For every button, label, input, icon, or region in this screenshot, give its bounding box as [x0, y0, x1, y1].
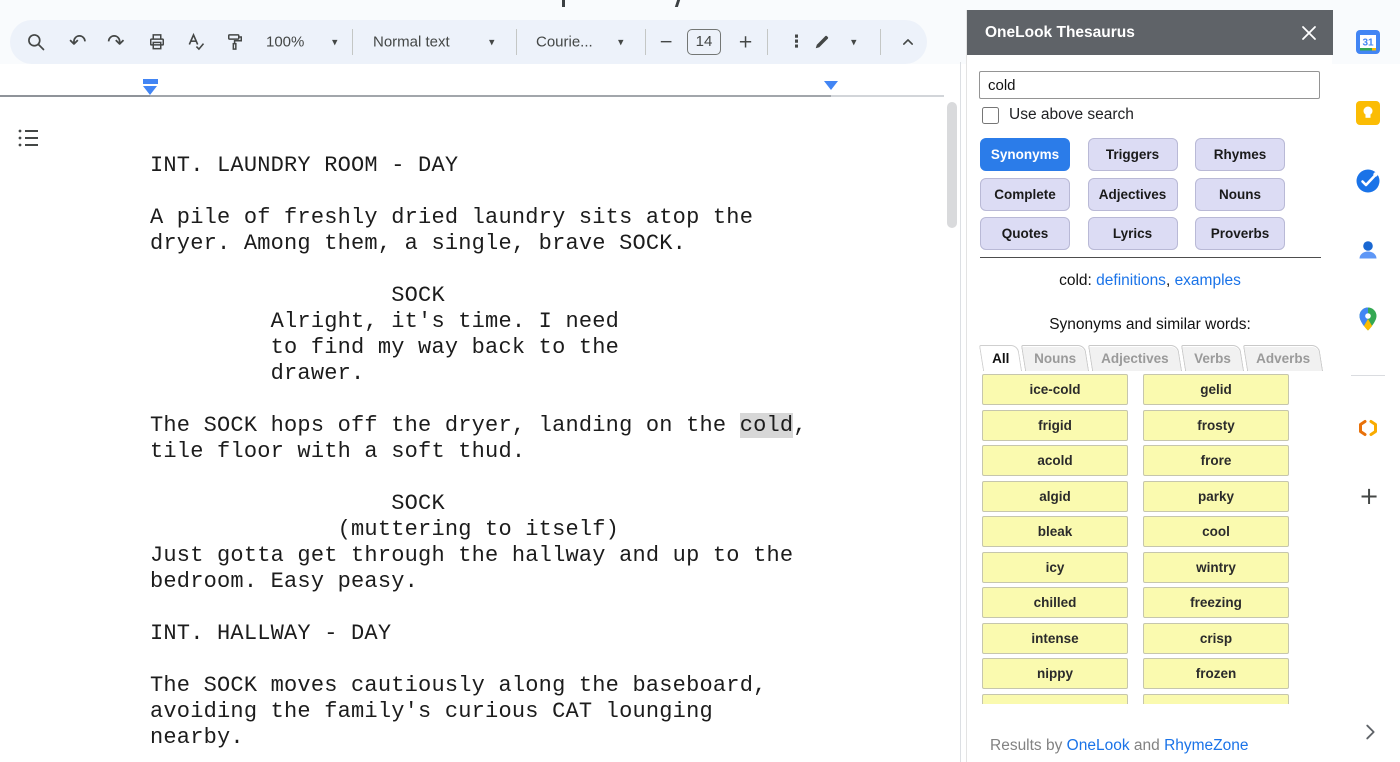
action-line[interactable]: dryer. Among them, a single, brave SOCK. [150, 231, 687, 256]
rhymezone-link[interactable]: RhymeZone [1164, 737, 1249, 754]
tab-verbs[interactable]: Verbs [1181, 345, 1244, 371]
left-indent-marker[interactable] [143, 86, 157, 95]
word-button[interactable]: chilled [982, 587, 1128, 618]
panel-separator [960, 62, 961, 762]
chevron-down-icon[interactable]: ▾ [851, 35, 857, 49]
ruler-line [0, 95, 150, 97]
contacts-icon[interactable] [1355, 237, 1381, 263]
collapse-toolbar-icon[interactable] [898, 32, 918, 52]
toolbar-divider [645, 29, 646, 55]
dialogue-line[interactable]: drawer. [150, 361, 365, 386]
tab-all[interactable]: All [979, 345, 1022, 371]
decrease-font-size-button[interactable]: − [659, 32, 674, 52]
onelook-thesaurus-panel [966, 10, 1332, 762]
highlighted-word[interactable]: cold [739, 413, 794, 438]
action-line[interactable]: The SOCK moves cautiously along the baseboard, [150, 673, 767, 698]
chevron-down-icon[interactable]: ▾ [489, 35, 495, 49]
chevron-down-icon[interactable]: ▾ [332, 35, 338, 49]
pos-tabs [981, 344, 1324, 371]
character-cue[interactable]: SOCK [150, 283, 445, 308]
word-button[interactable]: icy [982, 552, 1128, 583]
triggers-button[interactable]: Triggers [1088, 138, 1178, 171]
action-line[interactable]: tile floor with a soft thud. [150, 439, 526, 464]
adjectives-button[interactable]: Adjectives [1088, 178, 1178, 211]
addon-icon[interactable] [1355, 415, 1381, 441]
synonym-list [982, 374, 1322, 704]
parenthetical-line[interactable]: (muttering to itself) [150, 517, 620, 542]
close-icon[interactable] [1297, 21, 1321, 45]
style-name: Normal text [373, 33, 450, 51]
complete-button[interactable]: Complete [980, 178, 1070, 211]
chevron-down-icon[interactable]: ▾ [618, 35, 624, 49]
document-outline-icon[interactable] [16, 126, 40, 150]
character-cue[interactable]: SOCK [150, 491, 445, 516]
print-icon[interactable] [147, 32, 167, 52]
action-line-with-highlight[interactable]: The SOCK hops off the dryer, landing on the cold, [150, 413, 807, 438]
scene-heading[interactable]: INT. LAUNDRY ROOM - DAY [150, 153, 459, 178]
editing-mode-pen-icon[interactable] [812, 32, 832, 52]
word-button[interactable]: frore [1143, 445, 1289, 476]
onelook-link[interactable]: OneLook [1066, 737, 1130, 754]
action-line[interactable]: nearby. [150, 725, 244, 750]
panel-divider [980, 257, 1321, 258]
svg-text:31: 31 [1362, 37, 1374, 49]
section-title: Synonyms and similar words: [1049, 316, 1251, 333]
word-button[interactable]: frigid [982, 410, 1128, 441]
examples-link[interactable]: examples [1174, 272, 1241, 289]
word-button[interactable]: frozen [1143, 658, 1289, 689]
word-button[interactable]: parky [1143, 481, 1289, 512]
font-size-input[interactable]: 14 [687, 29, 721, 55]
undo-icon[interactable]: ↶ [69, 30, 87, 54]
toolbar [10, 20, 927, 64]
dialogue-line[interactable]: to find my way back to the [150, 335, 620, 360]
font-name: Courie... [536, 33, 593, 51]
quotes-button[interactable]: Quotes [980, 217, 1070, 250]
word-button[interactable]: intense [982, 623, 1128, 654]
document-scrollbar[interactable] [947, 102, 957, 228]
word-button[interactable]: acold [982, 445, 1128, 476]
redo-icon[interactable]: ↷ [107, 30, 125, 54]
dialogue-line[interactable]: bedroom. Easy peasy. [150, 569, 419, 594]
cropped-menu-text [562, 0, 565, 7]
paint-format-icon[interactable] [225, 32, 245, 52]
paragraph-style-select[interactable] [373, 34, 450, 51]
use-above-search-checkbox[interactable] [982, 107, 999, 124]
word-button[interactable]: frosty [1143, 410, 1289, 441]
ruler-line [831, 95, 944, 97]
tasks-icon[interactable] [1355, 168, 1381, 194]
tab-adverbs[interactable]: Adverbs [1243, 345, 1323, 371]
tab-nouns[interactable]: Nouns [1021, 345, 1089, 371]
spellcheck-icon[interactable] [186, 32, 206, 52]
cropped-menu-text [675, 0, 680, 7]
nouns-button[interactable]: Nouns [1195, 178, 1285, 211]
toolbar-divider [880, 29, 881, 55]
word-button[interactable]: bleak [982, 516, 1128, 547]
thesaurus-search-input[interactable] [979, 71, 1320, 99]
word-definition-line: cold: definitions, examples [1059, 272, 1241, 289]
word-button[interactable]: wintry [1143, 552, 1289, 583]
word-button[interactable]: algid [982, 481, 1128, 512]
increase-font-size-button[interactable]: + [738, 31, 754, 53]
font-select[interactable] [536, 34, 593, 51]
word-button[interactable]: freezing [1143, 587, 1289, 618]
word-button[interactable]: crisp [1143, 623, 1289, 654]
dialogue-line[interactable]: Alright, it's time. I need [150, 309, 620, 334]
plus-icon[interactable]: + [1358, 482, 1380, 510]
search-icon[interactable] [26, 32, 46, 52]
toolbar-divider [767, 29, 768, 55]
rhymes-button[interactable]: Rhymes [1195, 138, 1285, 171]
right-indent-marker[interactable] [824, 81, 838, 90]
checkbox-label: Use above search [1009, 106, 1134, 123]
action-line[interactable]: A pile of freshly dried laundry sits atop the [150, 205, 754, 230]
toolbar-divider [352, 29, 353, 55]
ruler-line [150, 95, 831, 97]
more-options-icon[interactable]: ⋮ [788, 32, 805, 52]
dialogue-line[interactable]: Just gotta get through the hallway and up to the [150, 543, 794, 568]
keep-icon[interactable] [1355, 100, 1381, 126]
action-line[interactable]: avoiding the family's curious CAT lounging [150, 699, 713, 724]
toolbar-divider [516, 29, 517, 55]
tab-adjectives[interactable]: Adjectives [1088, 345, 1182, 371]
document-body[interactable] [150, 153, 910, 751]
word-button-partial[interactable] [982, 694, 1128, 704]
word-button[interactable]: ice-cold [982, 374, 1128, 405]
calendar-icon[interactable] [1355, 29, 1381, 55]
first-line-indent-marker[interactable] [143, 79, 158, 84]
word-button[interactable]: cool [1143, 516, 1289, 547]
synonyms-button[interactable]: Synonyms [980, 138, 1070, 171]
panel-header [967, 10, 1333, 55]
word-button-partial[interactable] [1143, 694, 1289, 704]
definitions-link[interactable]: definitions [1096, 272, 1166, 289]
rail-divider [1351, 375, 1385, 376]
panel-title: OneLook Thesaurus [985, 24, 1135, 41]
zoom-select[interactable] [266, 34, 304, 51]
zoom-value: 100% [266, 33, 305, 51]
word-button[interactable]: gelid [1143, 374, 1289, 405]
word-button[interactable]: nippy [982, 658, 1128, 689]
scene-heading[interactable]: INT. HALLWAY - DAY [150, 621, 392, 646]
lyrics-button[interactable]: Lyrics [1088, 217, 1178, 250]
maps-icon[interactable] [1355, 306, 1381, 332]
collapse-panel-chevron-icon[interactable] [1359, 721, 1381, 743]
proverbs-button[interactable]: Proverbs [1195, 217, 1285, 250]
results-attribution: Results by OneLook and RhymeZone [990, 737, 1249, 754]
